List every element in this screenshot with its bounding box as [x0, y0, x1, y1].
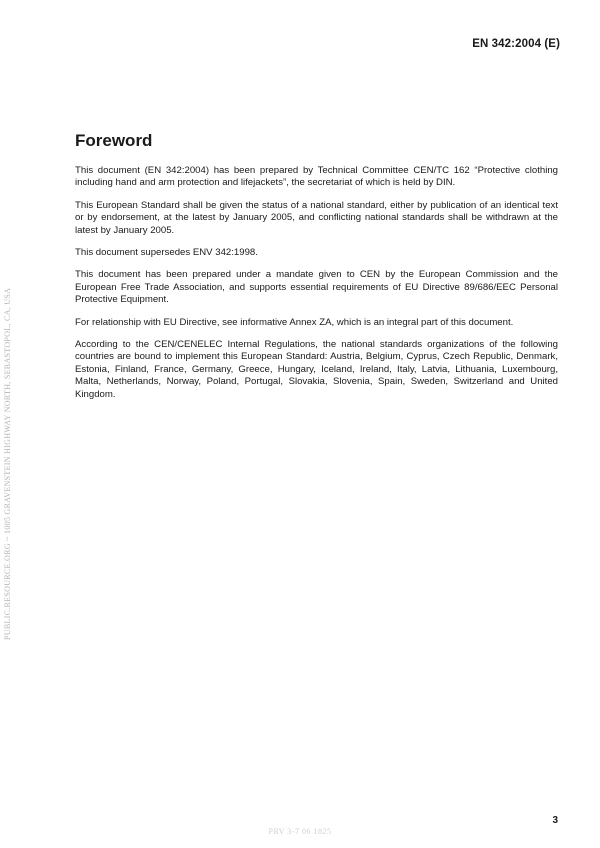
paragraph-implementing-countries: According to the CEN/CENELEC Internal Regulations, the national standards organizations of the following countries are bound to implement this European Standard: Austria, Belgium, Cyprus, Czech Republic, Denmark, Estonia, Finland, France, Germany, Greece, Hungary, Iceland, Ireland, Italy, Latvia, Lithuania, Luxembourg, Malta, Netherlands, Norway, Poland, Portugal, Slovakia, Slovenia, Spain, Sweden, Switzerland and United Kingdom.	[75, 339, 558, 400]
paragraph-status: This European Standard shall be given the status of a national standard, either by publication of an identical text or by endorsement, at the latest by January 2005, and conflicting national standards shall be withdrawn at the latest by January 2005.	[75, 199, 558, 236]
paragraph-supersedes: This document supersedes ENV 342:1998.	[75, 247, 258, 259]
paragraph-directive-annex: For relationship with EU Directive, see informative Annex ZA, which is an integral part of this document.	[75, 316, 514, 328]
document-id: EN 342:2004 (E)	[472, 38, 560, 50]
paragraph-prepared-by: This document (EN 342:2004) has been prepared by Technical Committee CEN/TC 162 “Protective clothing including hand and arm protection and lifejackets”, the secretariat of which is held by DIN.	[75, 165, 558, 189]
footer-stamp: PRV 3-7 06 1825	[268, 827, 332, 836]
side-watermark-stamp: PUBLIC.RESOURCE.ORG ~ 1005 GRAVENSTEIN HIGHWAY NORTH, SEBASTOPOL, CA, USA	[3, 287, 12, 640]
section-heading: Foreword	[75, 131, 153, 150]
paragraph-mandate: This document has been prepared under a mandate given to CEN by the European Commission and the European Free Trade Association, and supports essential requirements of EU Directive 89/686/EEC Personal Protective Equipment.	[75, 269, 558, 306]
foreword-body	[75, 165, 558, 411]
page-number: 3	[552, 815, 558, 826]
